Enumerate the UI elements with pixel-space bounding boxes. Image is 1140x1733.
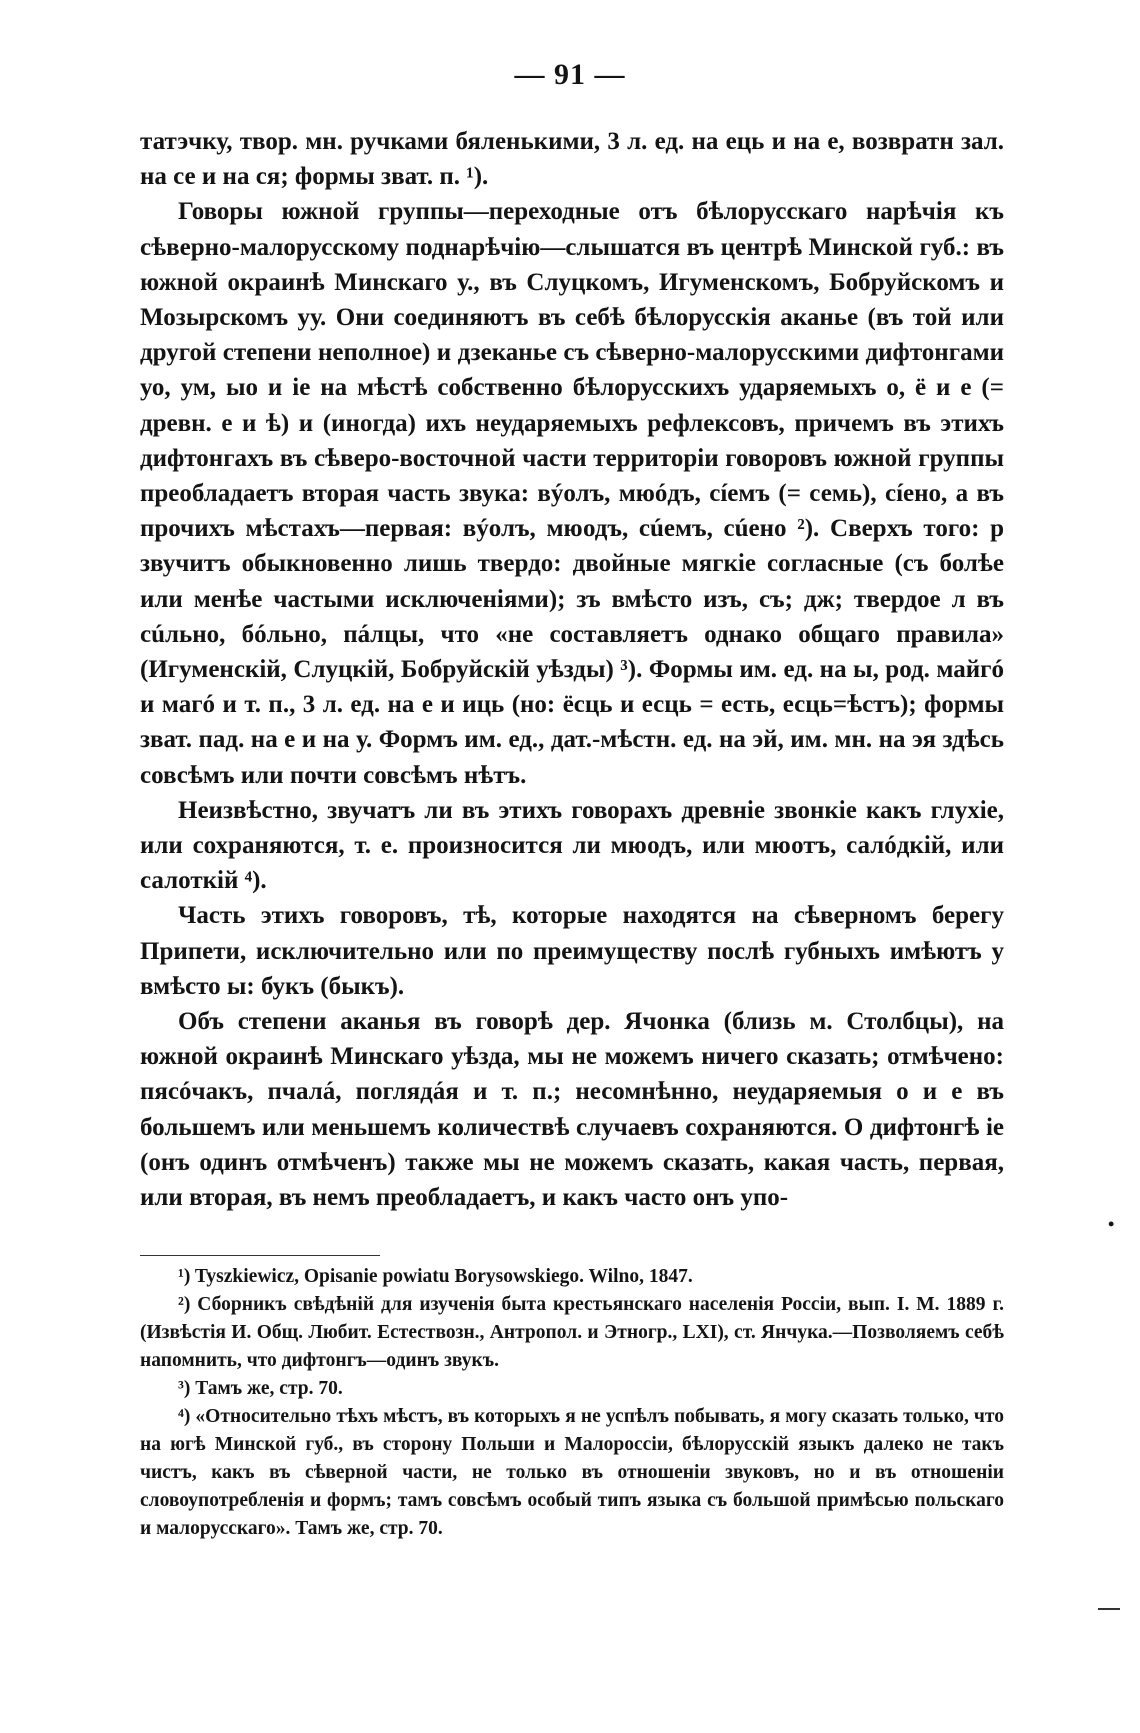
footnote-1: ¹) Tyszkiewicz, Opisanie powiatu Borysowskiego. Wilno, 1847. — [178, 1266, 693, 1287]
margin-dot: • — [1108, 1214, 1115, 1234]
paragraph-voiced-consonants: Неизвѣстно, звучатъ ли въ этихъ говорахъ древніе звонкіе какъ глухіе, или сохраняются, т. е. произносится ли мюодъ, или мюотъ, салóдкій, или салоткій ⁴). — [140, 796, 1004, 895]
paragraph-southern-group: Говоры южной группы—переходные отъ бѣлорусскаго нарѣчія къ сѣверно-малорусскому поднарѣчію—слышатся въ центрѣ Минской губ.: въ южной окраинѣ Минскаго у., въ Слуцкомъ, Игуменскомъ, Бобруйскомъ и Мозырскомъ уу. Они соединяютъ въ себѣ бѣлорусскія аканье (въ той или другой степени неполное) и дзеканье съ сѣверно-малорусскими дифтонгами уо, ум, ыо и ie на мѣстѣ собственно бѣлорусскихъ ударяемыхъ о, ё и е (= древн. е и ѣ) и (иногда) ихъ неударяемыхъ рефлексовъ, причемъ въ этихъ дифтонгахъ въ сѣверо-восточной части территоріи говоровъ южной группы преобладаетъ вторая часть звука: вýолъ, мюóдъ, сíемъ (= семь), сíено, а въ прочихъ мѣстахъ—первая: вýолъ, мюодъ, сúемъ, сúено ²). Сверхъ того: р звучитъ обыкновенно лишь твердо: двойные мягкіе согласные (съ болѣе или менѣе частыми исключеніями); зъ вмѣсто изъ, съ; дж; твердое л въ сúльно, бóльно, пáлцы, что «не составляетъ однако общаго правила» (Игуменскій, Слуцкій, Бобруйскій уѣзды) ³). Формы им. ед. на ы, род. майгó и магó и т. п., 3 л. ед. на е и иць (но: ёсць и есць = есть, есць=ѣстъ); формы зват. пад. на е и на у. Формъ им. ед., дат.-мѣстн. ед. на эй, им. мн. на эя здѣсь совсѣмъ или почти совсѣмъ нѣтъ. — [140, 198, 1004, 789]
footnote-4: ⁴) «Относительно тѣхъ мѣстъ, въ которыхъ я не успѣлъ побывать, я могу сказать только, что на югѣ Минской губ., въ сторону Польши и Малороссіи, бѣлорусскій языкъ далеко не такъ чистъ, какъ въ сѣверной части, не только въ отношеніи звуковъ, но и въ отношеніи словоупотребленія и формъ; тамъ совсѣмъ особый типъ языка съ большой примѣсью польскаго и малорусскаго». Тамъ же, стр. 70. — [140, 1406, 1004, 1539]
footnotes — [140, 1263, 1004, 1543]
paragraph-continuation: татэчку, твор. мн. ручками бяленькими, 3 л. ед. на ець и на е, возвратн зал. на се и на ся; формы зват. п. ¹). — [140, 128, 1004, 191]
paragraph-pripyat: Часть этихъ говоровъ, тѣ, которые находятся на сѣверномъ берегу Припети, исключительно или по преимуществу послѣ губныхъ имѣютъ у вмѣсто ы: букъ (быкъ). — [140, 902, 1004, 1000]
footnote-divider — [140, 1255, 380, 1256]
main-text — [140, 124, 1004, 1215]
margin-dash — [1098, 1608, 1120, 1610]
page-number: — 91 — — [514, 58, 626, 91]
footnote-3: ³) Тамъ же, стр. 70. — [178, 1378, 343, 1399]
footnote-2: ²) Сборникъ свѣдѣній для изученія быта крестьянскаго населенія Россіи, вып. I. М. 1889 г. (Извѣстія И. Общ. Любит. Естествозн., Антропол. и Этногр., LXI), ст. Янчука.—Позволяемъ себѣ напомнить, что дифтонгъ—одинъ звукъ. — [140, 1294, 1004, 1371]
paragraph-yachonka: Объ степени аканья въ говорѣ дер. Ячонка (близь м. Столбцы), на южной окраинѣ Минскаго уѣзда, мы не можемъ ничего сказать; отмѣчено: пясóчакъ, пчалá, поглядáя и т. п.; несомнѣнно, неударяемыя о и е въ большемъ или меньшемъ количествѣ случаевъ сохраняются. О дифтонгѣ ie (онъ одинъ отмѣченъ) также мы не можемъ сказать, какая часть, первая, или вторая, въ немъ преобладаетъ, и какъ часто онъ упо- — [140, 1008, 1004, 1212]
